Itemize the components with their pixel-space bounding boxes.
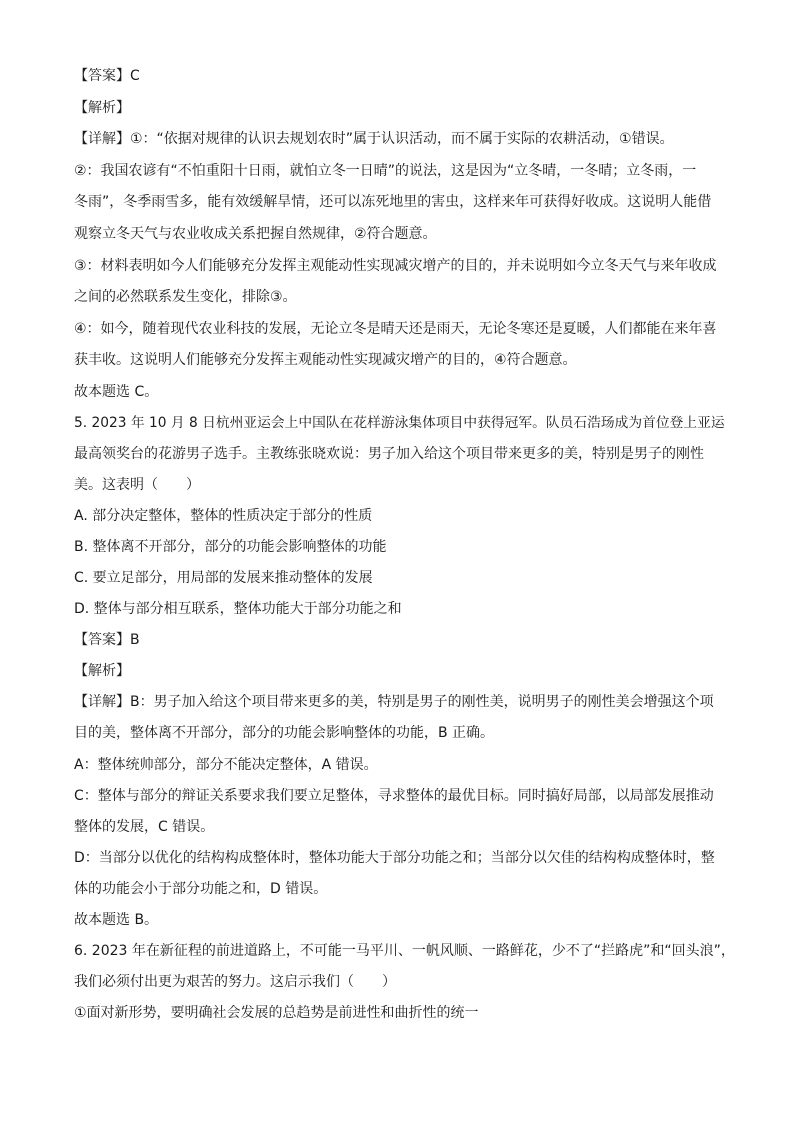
detail-line: A：整体统帅部分，部分不能决定整体，A 错误。 bbox=[74, 757, 378, 773]
answer-label-q4: 【答案】C bbox=[74, 68, 140, 84]
detail-line: ③：材料表明如今人们能够充分发挥主观能动性实现减灾增产的目的，并未说明如今立冬天气与来年收成 bbox=[74, 258, 717, 274]
question-5-stem: 最高领奖台的花游男子选手。主教练张晓欢说：男子加入给这个项目带来更多的美，特别是男子的刚性 bbox=[74, 446, 704, 462]
answer-label-q5: 【答案】B bbox=[74, 632, 140, 648]
detail-line: 目的美，整体离不开部分，部分的功能会影响整体的功能，B 正确。 bbox=[74, 725, 495, 741]
detail-line: 体的功能会小于部分功能之和，D 错误。 bbox=[74, 881, 328, 897]
question-6-stem: 我们必须付出更为艰苦的努力。这启示我们（ ） bbox=[74, 974, 396, 990]
analysis-label-q4: 【解析】 bbox=[74, 100, 130, 116]
detail-line: 之间的必然联系发生变化，排除③。 bbox=[74, 289, 297, 305]
detail-line: 观察立冬天气与农业收成关系把握自然规律，②符合题意。 bbox=[74, 226, 437, 242]
detail-line: 冬雨”，冬季雨雪多，能有效缓解旱情，还可以冻死地里的害虫，这样来年可获得好收成。这说明人能借 bbox=[74, 194, 712, 210]
detail-line: ②：我国农谚有“不怕重阳十日雨，就怕立冬一日晴”的说法，这是因为“立冬晴，一冬晴；立冬雨，一 bbox=[74, 163, 697, 179]
option-b: B. 整体离不开部分，部分的功能会影响整体的功能 bbox=[74, 539, 387, 555]
option-c: C. 要立足部分，用局部的发展来推动整体的发展 bbox=[74, 570, 373, 586]
option-d: D. 整体与部分相互联系，整体功能大于部分功能之和 bbox=[74, 601, 402, 617]
detail-line: ④：如今，随着现代农业科技的发展，无论立冬是晴天还是雨天，无论冬寒还是夏暖，人们都能在来年喜 bbox=[74, 321, 717, 337]
detail-line: 整体的发展，C 错误。 bbox=[74, 819, 215, 835]
option-a: A. 部分决定整体，整体的性质决定于部分的性质 bbox=[74, 508, 373, 524]
question-6-stem: 6. 2023 年在新征程的前进道路上，不可能一马平川、一帆风顺、一路鲜花，少不了“拦路虎”和“回头浪”， bbox=[74, 943, 735, 959]
question-5-stem: 5. 2023 年 10 月 8 日杭州亚运会上中国队在花样游泳集体项目中获得冠军。队员石浩玚成为首位登上亚运 bbox=[74, 415, 725, 431]
detail-line: 【详解】①：“依据对规律的认识去规划农时”属于认识活动，而不属于实际的农耕活动，①错误。 bbox=[74, 131, 674, 147]
analysis-label-q5: 【解析】 bbox=[74, 663, 130, 679]
conclusion-line: 故本题选 B。 bbox=[74, 912, 159, 928]
question-5-stem: 美。这表明（ ） bbox=[74, 477, 200, 493]
conclusion-line: 故本题选 C。 bbox=[74, 384, 159, 400]
detail-line: 【详解】B：男子加入给这个项目带来更多的美，特别是男子的刚性美，说明男子的刚性美会增强这个项 bbox=[74, 694, 714, 710]
detail-line: D：当部分以优化的结构构成整体时，整体功能大于部分功能之和；当部分以欠佳的结构构成整体时，整 bbox=[74, 850, 715, 866]
detail-line: 获丰收。这说明人们能够充分发挥主观能动性实现减灾增产的目的，④符合题意。 bbox=[74, 352, 577, 368]
detail-line: C：整体与部分的辩证关系要求我们要立足整体，寻求整体的最优目标。同时搞好局部，以局部发展推动 bbox=[74, 788, 714, 804]
question-6-option-1: ①面对新形势，要明确社会发展的总趋势是前进性和曲折性的统一 bbox=[74, 1005, 479, 1021]
